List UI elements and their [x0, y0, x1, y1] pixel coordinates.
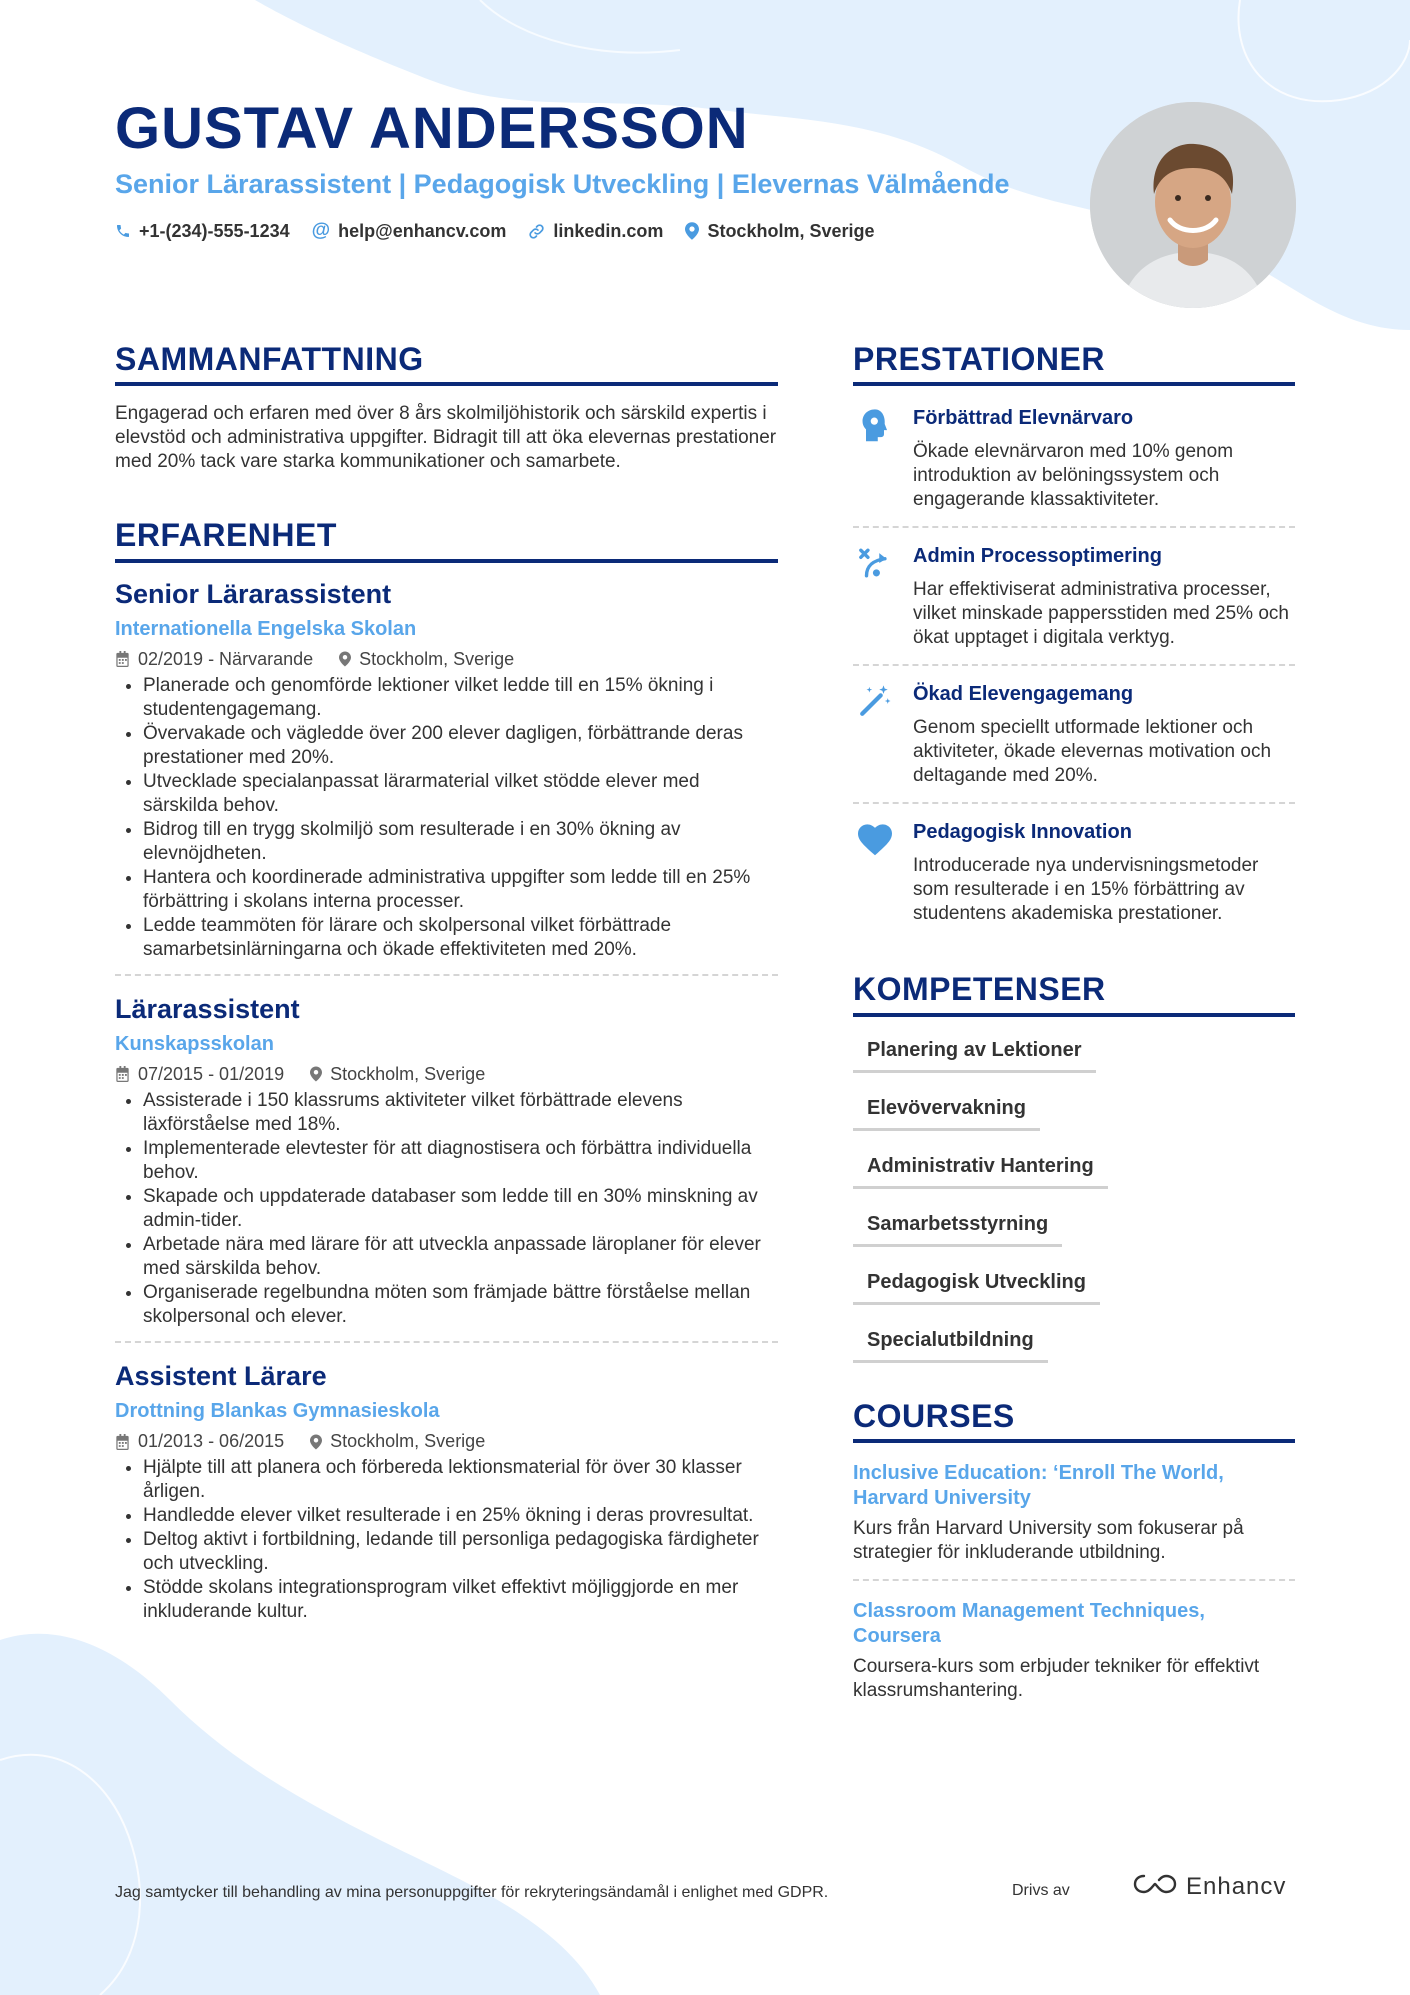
job-location — [339, 649, 514, 670]
job-bullet: • Organiserade regelbundna möten som främjade bättre förståelse mellan skolpersonal och elever. — [143, 1281, 778, 1329]
achievement-item — [853, 528, 1295, 666]
job-bullet: • Hantera och koordinerade administrativa uppgifter som ledde till en 25% förbättring i skolans interna processer. — [143, 866, 778, 914]
skill-tag: Administrativ Hantering — [853, 1147, 1108, 1189]
job-date-text: 07/2015 - 01/2019 — [138, 1063, 285, 1084]
job-title: Assistent Lärare — [115, 1360, 327, 1391]
job-bullet: • Planerade och genomförde lektioner vilket ledde till en 15% ökning i studentengagemang. — [143, 674, 778, 722]
job-date-text: 02/2019 - Närvarande — [138, 648, 314, 669]
summary-heading: SAMMANFATTNING — [115, 340, 778, 386]
job-bullet: • Implementerade elevtester för att diagnostisera och förbättra individuella behov. — [143, 1137, 778, 1185]
job-bullets — [115, 1089, 778, 1329]
contact-email-text: help@enhancv.com — [338, 220, 507, 241]
course-desc: Coursera-kurs som erbjuder tekniker för effektivt klassrumshantering. — [853, 1656, 1260, 1702]
achievement-item — [853, 666, 1295, 804]
job-location — [310, 1431, 485, 1452]
candidate-name: GUSTAV ANDERSSON — [115, 96, 749, 161]
skill-tag: Planering av Lektioner — [853, 1031, 1096, 1073]
contact-linkedin-text: linkedin.com — [553, 220, 664, 241]
job-location-text: Stockholm, Sverige — [359, 648, 515, 669]
contact-bar — [115, 220, 875, 242]
course-title: Inclusive Education: ‘Enroll The World, Harvard University — [853, 1462, 1224, 1510]
job-meta — [115, 649, 778, 670]
job-bullet: • Assisterade i 150 klassrums aktiviteter vilket förbättrade elevens läxförståelse med 18%. — [143, 1089, 778, 1137]
job-date — [115, 649, 313, 670]
magic-wand-icon — [853, 682, 897, 788]
skill-tag: Specialutbildning — [853, 1321, 1048, 1363]
job-entry — [115, 577, 778, 976]
achievement-desc: Genom speciellt utformade lektioner och aktiviteter, ökade elevernas motivation och deltagande med 20%. — [913, 717, 1272, 787]
brand-name: Enhancv — [1186, 1872, 1287, 1900]
job-bullet: • Övervakade och vägledde över 200 elever dagligen, förbättrande deras prestationer med 20%. — [143, 722, 778, 770]
achievement-title: Admin Processoptimering — [913, 545, 1162, 568]
contact-linkedin[interactable] — [528, 221, 663, 242]
location-icon — [685, 222, 699, 240]
job-bullet: • Ledde teammöten för lärare och skolpersonal vilket förbättrade samarbetsinlärningarna och ökade effektiviteten med 20%. — [143, 914, 778, 962]
at-icon: @ — [311, 220, 331, 241]
enhancv-logo[interactable] — [1132, 1872, 1286, 1901]
course-desc: Kurs från Harvard University som fokuserar på strategier för inkluderande utbildning. — [853, 1518, 1244, 1564]
job-date-text: 01/2013 - 06/2015 — [138, 1431, 285, 1452]
contact-location-text: Stockholm, Sverige — [707, 220, 875, 241]
job-company: Kunskapsskolan — [115, 1032, 274, 1055]
calendar-icon — [115, 1434, 130, 1450]
job-location-text: Stockholm, Sverige — [330, 1063, 486, 1084]
job-location-text: Stockholm, Sverige — [330, 1431, 486, 1452]
contact-phone[interactable] — [115, 221, 290, 242]
summary-section — [115, 340, 778, 474]
phone-icon — [115, 223, 131, 239]
job-bullets — [115, 674, 778, 962]
achievement-title: Ökad Elevengagemang — [913, 683, 1134, 706]
job-bullet: • Arbetade nära med lärare för att utveckla anpassade läroplaner för elever med särskilda behov. — [143, 1233, 778, 1281]
experience-heading: ERFARENHET — [115, 516, 778, 562]
skill-tag: Elevövervakning — [853, 1089, 1040, 1131]
achievement-item — [853, 390, 1295, 528]
courses-section — [853, 1397, 1295, 1717]
skill-tag: Samarbetsstyrning — [853, 1205, 1062, 1247]
job-title: Senior Lärarassistent — [115, 578, 392, 609]
location-icon — [339, 651, 351, 667]
achievement-item — [853, 804, 1295, 940]
candidate-subtitle: Senior Lärarassistent | Pedagogisk Utveckling | Elevernas Välmående — [115, 169, 1010, 199]
right-column — [853, 340, 1295, 1717]
job-bullets — [115, 1456, 778, 1624]
experience-section — [115, 516, 778, 1636]
gdpr-consent: Jag samtycker till behandling av mina personuppgifter för rekryteringsändamål i enlighet med GDPR. — [115, 1884, 829, 1901]
job-bullet: • Skapade och uppdaterade databaser som ledde till en 30% minskning av admin-tider. — [143, 1185, 778, 1233]
courses-heading: COURSES — [853, 1397, 1295, 1443]
job-meta — [115, 1064, 778, 1085]
achievements-heading: PRESTATIONER — [853, 340, 1295, 386]
powered-by-label: Drivs av — [1012, 1882, 1070, 1899]
contact-phone-text: +1-(234)-555-1234 — [139, 220, 290, 241]
job-bullet: • Deltog aktivt i fortbildning, ledande till personliga pedagogiska färdigheter och utveckling. — [143, 1528, 778, 1576]
heart-icon — [853, 820, 897, 926]
location-icon — [310, 1434, 322, 1450]
contact-location — [685, 221, 874, 242]
job-company: Internationella Engelska Skolan — [115, 617, 417, 640]
job-entry — [115, 1359, 778, 1636]
summary-text: Engagerad och erfaren med över 8 års skolmiljöhistorik och särskild expertis i elevstöd och administrativa uppgifter. Bidragit till att öka elevernas prestationer med 20% tack vare starka kommunikationer och samarbete. — [115, 403, 777, 473]
job-company: Drottning Blankas Gymnasieskola — [115, 1400, 440, 1423]
profile-photo — [1090, 102, 1296, 308]
job-bullet: • Handledde elever vilket resulterade i en 25% ökning i deras provresultat. — [143, 1504, 778, 1528]
head-icon — [853, 406, 897, 512]
achievement-desc: Har effektiviserat administrativa processer, vilket minskade pappersstiden med 25% och ökat upptaget i digitala verktyg. — [913, 579, 1289, 649]
strategy-icon — [853, 544, 897, 650]
link-icon — [528, 223, 545, 240]
infinity-logo-icon — [1132, 1872, 1178, 1901]
course-item — [853, 1443, 1295, 1581]
calendar-icon — [115, 1066, 130, 1082]
achievement-title: Förbättrad Elevnärvaro — [913, 407, 1134, 430]
skills-section — [853, 970, 1295, 1362]
location-icon — [310, 1066, 322, 1082]
course-item — [853, 1581, 1295, 1717]
job-location — [310, 1064, 485, 1085]
achievement-desc: Introducerade nya undervisningsmetoder som resulterade i en 15% förbättring av studentens akademiska prestationer. — [913, 855, 1259, 925]
calendar-icon — [115, 651, 130, 667]
left-column — [115, 340, 778, 1652]
job-bullet: • Hjälpte till att planera och förbereda lektionsmaterial för över 30 klasser årligen. — [143, 1456, 778, 1504]
achievement-desc: Ökade elevnärvaron med 10% genom introduktion av belöningssystem och engagerande klassaktiviteter. — [913, 441, 1234, 511]
job-bullet: • Utvecklade specialanpassat lärarmaterial vilket stödde elever med särskilda behov. — [143, 770, 778, 818]
achievement-title: Pedagogisk Innovation — [913, 821, 1132, 844]
job-date — [115, 1431, 284, 1452]
job-bullet: • Stödde skolans integrationsprogram vilket effektivt möjliggjorde en mer inkluderande kultur. — [143, 1576, 778, 1624]
job-bullet: • Bidrog till en trygg skolmiljö som resulterade i en 30% ökning av elevnöjdheten. — [143, 818, 778, 866]
job-meta — [115, 1431, 778, 1452]
course-title: Classroom Management Techniques, Coursera — [853, 1600, 1205, 1648]
skill-tag: Pedagogisk Utveckling — [853, 1263, 1100, 1305]
job-entry — [115, 992, 778, 1343]
contact-email[interactable] — [312, 220, 507, 242]
job-title: Lärarassistent — [115, 993, 300, 1024]
job-date — [115, 1064, 284, 1085]
achievements-section — [853, 340, 1295, 940]
skills-heading: KOMPETENSER — [853, 970, 1295, 1016]
